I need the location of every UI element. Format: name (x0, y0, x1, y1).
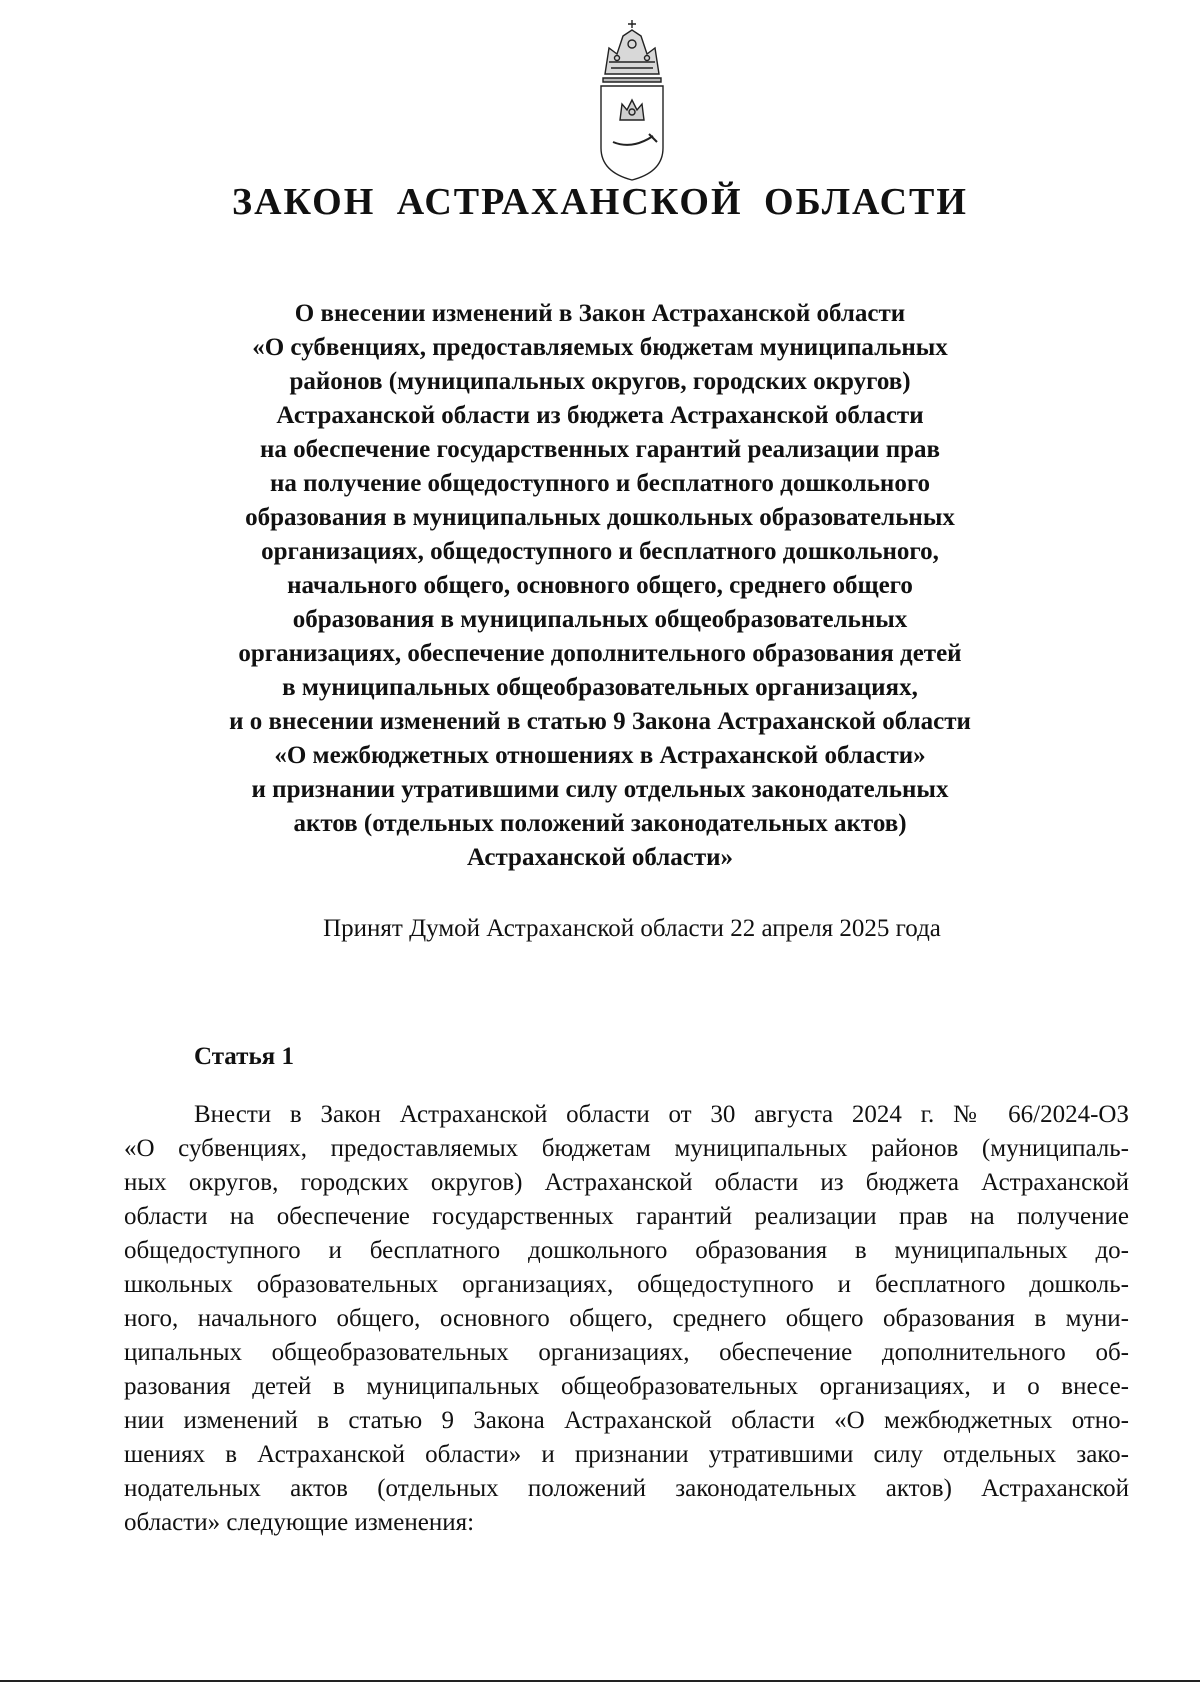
law-title-line: и признании утратившими силу отдельных законодательных (251, 776, 949, 803)
law-title-line: организациях, обеспечение дополнительного образования детей (238, 640, 962, 667)
astrakhan-oblast-coat-of-arms-icon (587, 18, 677, 182)
law-title-line: «О субвенциях, предоставляемых бюджетам муниципальных (252, 334, 948, 361)
law-title-line: на обеспечение государственных гарантий реализации прав (259, 436, 941, 463)
law-title-line: начального общего, основного общего, среднего общего (287, 572, 913, 599)
law-title-line: «О межбюджетных отношениях в Астраханской области» (274, 742, 926, 769)
law-title-line: актов (отдельных положений законодательных актов) (293, 810, 907, 837)
law-title (120, 297, 1080, 875)
law-title-line: районов (муниципальных округов, городских округов) (289, 368, 911, 395)
article-line: ципальных общеобразовательных организациях, обеспечение дополнительного об- (124, 1339, 1129, 1366)
article-line: нодательных актов (отдельных положений законодательных актов) Астраханской (124, 1475, 1129, 1502)
article-line: школьных образовательных организациях, общедоступного и бесплатного дошколь- (124, 1271, 1129, 1298)
article-line: области на обеспечение государственных гарантий реализации прав на получение (124, 1203, 1129, 1230)
article-line: ного, начального общего, основного общего, среднего общего образования в муни- (124, 1305, 1129, 1332)
law-title-line: образования в муниципальных дошкольных образовательных (245, 504, 955, 531)
article-line: «О субвенциях, предоставляемых бюджетам муниципальных районов (муниципаль- (124, 1135, 1129, 1162)
law-title-line: Астраханской области из бюджета Астраханской области (276, 402, 924, 429)
article-line: разования детей в муниципальных общеобразовательных организациях, и о внесе- (124, 1373, 1129, 1400)
law-title-line: на получение общедоступного и бесплатного дошкольного (269, 470, 931, 497)
law-title-line: в муниципальных общеобразовательных организациях, (282, 674, 918, 701)
law-title-line: и о внесении изменений в статью 9 Закона Астраханской области (229, 708, 971, 735)
law-heading: ЗАКОН АСТРАХАНСКОЙ ОБЛАСТИ (232, 181, 968, 223)
adoption-note: Принят Думой Астраханской области 22 апреля 2025 года (323, 915, 941, 942)
article-body (124, 1098, 1129, 1540)
article-heading: Статья 1 (194, 1043, 294, 1070)
article-line: общедоступного и бесплатного дошкольного образования в муниципальных до- (124, 1237, 1129, 1264)
law-title-line: О внесении изменений в Закон Астраханской области (294, 300, 906, 327)
footer-divider (0, 1680, 1200, 1682)
article-line: Внести в Закон Астраханской области от 30 августа 2024 г. № 66/2024-ОЗ (194, 1101, 1129, 1128)
law-title-line: образования в муниципальных общеобразовательных (292, 606, 908, 633)
law-title-line: Астраханской области» (466, 844, 734, 871)
law-title-line: организациях, общедоступного и бесплатного дошкольного, (261, 538, 939, 565)
article-line: области» следующие изменения: (124, 1509, 475, 1536)
article-line: ных округов, городских округов) Астраханской области из бюджета Астраханской (124, 1169, 1129, 1196)
article-line: шениях в Астраханской области» и признании утратившими силу отдельных зако- (124, 1441, 1129, 1468)
article-line: нии изменений в статью 9 Закона Астраханской области «О межбюджетных отно- (124, 1407, 1129, 1434)
